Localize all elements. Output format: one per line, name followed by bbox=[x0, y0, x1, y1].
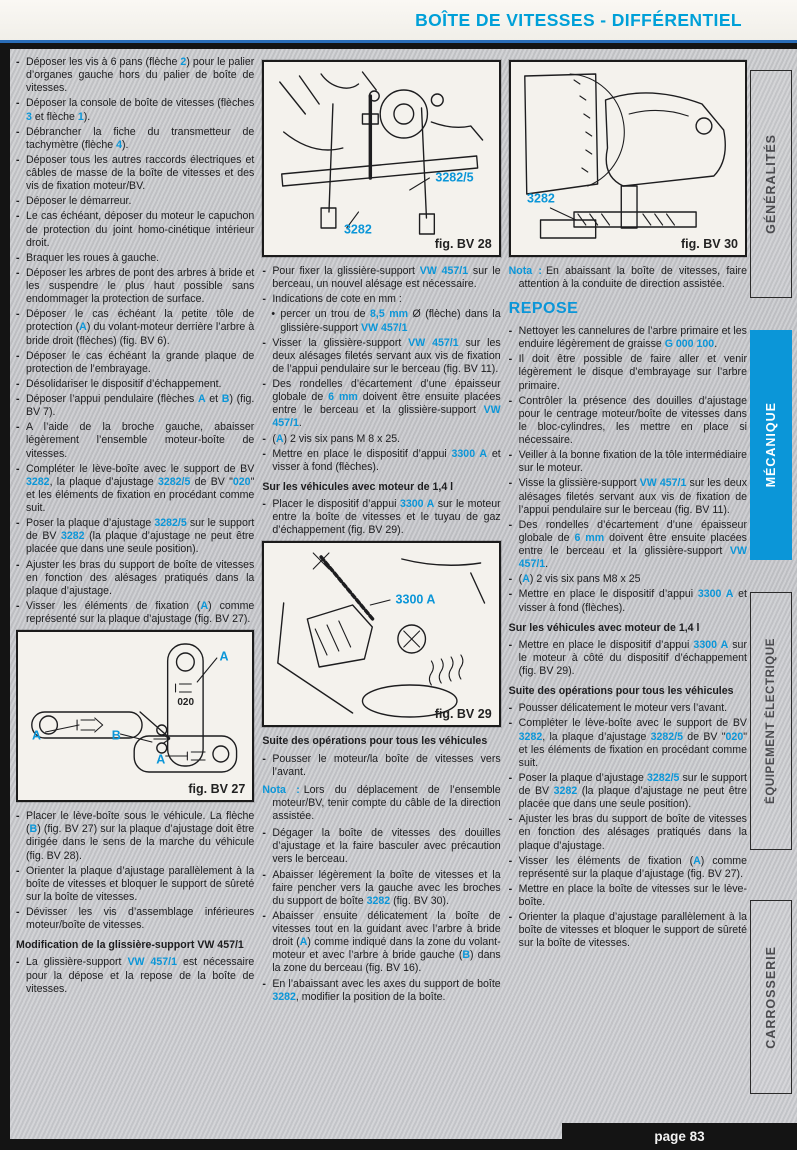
highlighted-reference: 3300 A bbox=[399, 498, 435, 510]
text-column-1 bbox=[16, 56, 254, 1138]
highlighted-reference: VW 457/1 bbox=[272, 404, 501, 430]
highlighted-reference: 6 mm bbox=[328, 391, 358, 404]
tab-mecanique bbox=[750, 330, 792, 560]
figure-bv27 bbox=[16, 630, 254, 802]
section-tab-bar bbox=[747, 49, 797, 1150]
figure-caption: fig. BV 27 bbox=[188, 781, 246, 796]
figure-caption: fig. BV 30 bbox=[681, 236, 738, 251]
highlighted-reference: 020 bbox=[725, 730, 744, 743]
figure-bv29 bbox=[262, 541, 500, 727]
highlighted-reference: 3282 bbox=[61, 530, 85, 543]
highlighted-reference: VW 457/1 bbox=[408, 336, 459, 349]
header-rule bbox=[0, 40, 797, 49]
list-item: - Pousser le moteur/la boîte de vitesses vers l’avant. bbox=[262, 753, 500, 779]
list-item: - En l’abaissant avec les axes du support de boîte 3282, modifier la position de la boîte. bbox=[262, 978, 500, 1004]
figure-label: 020 bbox=[177, 696, 195, 708]
figure-caption: fig. BV 28 bbox=[434, 236, 492, 251]
gearbox-lowering-drawing bbox=[511, 62, 745, 255]
highlighted-reference: A bbox=[299, 936, 308, 949]
list-item: - (A) 2 vis six pans M 8 x 25. bbox=[262, 433, 500, 446]
highlighted-reference: 3282/5 bbox=[154, 517, 187, 530]
nota: Nota : En abaissant la boîte de vitesses, faire attention à la conduite de direction assistée. bbox=[508, 265, 747, 291]
figure-caption: fig. BV 29 bbox=[434, 706, 492, 721]
highlighted-reference: VW 457/1 bbox=[419, 265, 469, 277]
list-item: - Mettre en place le dispositif d’appui 3300 A et visser à fond (flèches). bbox=[509, 588, 747, 614]
highlighted-reference: 3282/5 bbox=[650, 730, 684, 743]
highlighted-reference: 3282 bbox=[366, 894, 391, 907]
tab-label: MÉCANIQUE bbox=[764, 402, 778, 488]
gearbox-support-drawing bbox=[264, 62, 498, 255]
heading: Suite des opérations pour tous les véhicules bbox=[262, 735, 488, 748]
highlighted-reference: G 000 100 bbox=[664, 338, 715, 351]
list-item: - La glissière-support VW 457/1 est nécessaire pour la dépose et la repose de la boîte de vitesses. bbox=[16, 956, 254, 995]
list-item: - Mettre en place le dispositif d’appui 3300 A sur le moteur à côté du dispositif d’échappement (fig. BV 29). bbox=[509, 639, 747, 678]
tab-label: ÉQUIPEMENT ÉLECTRIQUE bbox=[765, 638, 777, 804]
highlighted-reference: A bbox=[79, 321, 87, 334]
highlighted-reference: VW 457/1 bbox=[127, 956, 178, 969]
highlighted-reference: 3 bbox=[26, 110, 32, 123]
list-item: - Désolidariser le dispositif d’échappement. bbox=[16, 378, 254, 391]
list-item: - Ajuster les bras du support de boîte de vitesses en fonction des alésages pratiqués dans la plaque d’ajustage. bbox=[16, 559, 254, 598]
figure-label: 3300 A bbox=[395, 592, 436, 607]
highlighted-reference: B bbox=[221, 393, 230, 405]
list-item: - Des rondelles d’écartement d’une épaisseur globale de 6 mm doivent être ensuite placées entre le berceau et la glissière-support VW 457/1. bbox=[262, 378, 500, 431]
heading: Modification de la glissière-support VW 457/1 bbox=[16, 939, 244, 952]
list-item: - Déposer tous les autres raccords électriques et câbles de masse de la boîte de vitesses et des vis de fixation moteur/BV. bbox=[16, 154, 254, 193]
list-item: - Nettoyer les cannelures de l’arbre primaire et les enduire légèrement de graisse G 000 100. bbox=[509, 325, 747, 351]
tab-label: GÉNÉRALITÉS bbox=[764, 134, 778, 234]
tab-label: CARROSSERIE bbox=[764, 945, 778, 1049]
highlighted-reference: 3300 A bbox=[697, 588, 734, 601]
list-item: - Visser la glissière-support VW 457/1 sur les deux alésages filetés servant aux vis de fixation de l’appui pendulaire sur le berceau (fig. BV 11). bbox=[262, 337, 500, 376]
highlighted-reference: 3282 bbox=[26, 475, 50, 488]
list-item: - Braquer les roues à gauche. bbox=[16, 252, 254, 265]
list-item: - Visser les éléments de fixation (A) comme représenté sur la plaque d’ajustage (fig. BV 27). bbox=[16, 600, 254, 626]
highlighted-reference: 020 bbox=[232, 475, 251, 488]
heading2: REPOSE bbox=[508, 300, 579, 318]
highlighted-reference: VW 457/1 bbox=[639, 477, 687, 490]
highlighted-reference: 1 bbox=[77, 110, 84, 123]
highlighted-reference: 8,5 mm bbox=[370, 308, 409, 321]
figure-label: 3282/5 bbox=[435, 170, 474, 185]
highlighted-reference: A bbox=[197, 393, 206, 405]
list-item: - (A) 2 vis six pans M8 x 25 bbox=[509, 573, 747, 586]
list-item: - Dégager la boîte de vitesses des douilles d’ajustage et la faire basculer avec précaution vers le berceau. bbox=[262, 827, 500, 866]
highlighted-reference: B bbox=[462, 949, 471, 962]
list-item: - Visser les éléments de fixation (A) comme représenté sur la plaque d’ajustage (fig. BV 27). bbox=[509, 855, 747, 881]
nota-label: Nota : bbox=[508, 265, 542, 277]
list-item: - Mettre en place la boîte de vitesses sur le lève-boîte. bbox=[509, 883, 747, 909]
highlighted-reference: A bbox=[522, 573, 530, 586]
list-item: - Déposer les arbres de pont des arbres à bride et les suspendre le plus haut possible sans endommager la protection de surface. bbox=[16, 267, 254, 306]
list-item: - Abaisser ensuite délicatement la boîte de vitesses tout en la guidant avec l’arbre à bride droit (A) comme indiqué dans la zone du volant-moteur et avec l’arbre à bride gauche (B) dans la zone du berceau (fig. BV 16). bbox=[262, 910, 500, 976]
tab-generalites bbox=[750, 70, 792, 298]
list-item: - Placer le lève-boîte sous le véhicule. La flèche (B) (fig. BV 27) sur la plaque d’ajustage doit être dirigée dans le sens de la marche du véhicule (fig. BV 28). bbox=[16, 810, 254, 863]
list-item: - A l’aide de la broche gauche, abaisser légèrement l’ensemble moteur-boîte de vitesses. bbox=[16, 421, 254, 460]
content-columns bbox=[16, 56, 747, 1138]
adjustment-plate-drawing bbox=[18, 632, 252, 800]
nota-label: Nota : bbox=[262, 783, 300, 796]
highlighted-reference: 3282 bbox=[272, 990, 296, 1003]
tab-carrosserie bbox=[750, 900, 792, 1094]
page-title: BOÎTE DE VITESSES - DIFFÉRENTIEL bbox=[415, 9, 742, 30]
list-item: - Pour fixer la glissière-support VW 457/1 sur le berceau, un nouvel alésage est nécessaire. bbox=[262, 265, 500, 291]
highlighted-reference: A bbox=[200, 599, 209, 612]
list-item: - Déposer le cas échéant la petite tôle de protection (A) du volant-moteur derrière l’arbre à bride droit (flèches) (fig. BV 6). bbox=[16, 308, 254, 347]
list-item: - Veiller à la bonne fixation de la tôle intermédiaire sur le moteur. bbox=[509, 449, 747, 475]
heading: Sur les véhicules avec moteur de 1,4 l bbox=[262, 480, 454, 493]
figure-label: 3282 bbox=[343, 222, 372, 237]
highlighted-reference: 3300 A bbox=[693, 638, 729, 651]
list-item: - Ajuster les bras du support de boîte de vitesses en fonction des alésages pratiqués dans la plaque d’ajustage. bbox=[509, 813, 747, 852]
highlighted-reference: 3282 bbox=[518, 730, 543, 743]
text-column-2 bbox=[262, 56, 500, 1138]
support-device-drawing bbox=[264, 543, 498, 725]
highlighted-reference: B bbox=[29, 823, 38, 836]
figure-label: A bbox=[219, 649, 229, 664]
figure-label: A bbox=[156, 752, 166, 767]
highlighted-reference: 4 bbox=[116, 138, 122, 151]
list-item: - Abaisser légèrement la boîte de vitesses et la faire pencher vers la gauche avec les broches du support de boîte 3282 (fig. BV 30). bbox=[262, 869, 500, 908]
figure-label: A bbox=[32, 728, 42, 743]
page-number-badge bbox=[562, 1123, 797, 1150]
list-item: - Placer le dispositif d’appui 3300 A sur le moteur entre la boîte de vitesses et le tuyau de gaz d’échappement (fig. BV 29). bbox=[262, 498, 500, 537]
list-item: - Indications de cote en mm : bbox=[262, 293, 500, 306]
highlighted-reference: A bbox=[275, 432, 284, 445]
highlighted-reference: 3282/5 bbox=[647, 771, 680, 784]
list-item: - Débrancher la fiche du transmetteur de tachymètre (flèche 4). bbox=[16, 126, 254, 152]
highlighted-reference: A bbox=[693, 854, 701, 867]
list-item: - Compléter le lève-boîte avec le support de BV 3282, la plaque d’ajustage 3282/5 de BV "020" et les éléments de fixation en procédant comme suit. bbox=[509, 717, 747, 770]
left-binding-strip bbox=[0, 46, 10, 1150]
page-number: page 83 bbox=[654, 1129, 705, 1144]
highlighted-reference: VW 457/1 bbox=[518, 545, 747, 571]
list-item: • percer un trou de 8,5 mm Ø (flèche) dans la glissière-support VW 457/1 bbox=[262, 308, 500, 334]
list-item: - Il doit être possible de faire aller et venir légèrement le disque d’embrayage sur l’arbre primaire. bbox=[509, 353, 747, 392]
list-item: - Orienter la plaque d’ajustage parallèlement à la boîte de vitesses et bloquer le support de sûreté sur la boîte de vitesses. bbox=[16, 865, 254, 904]
text-column-3 bbox=[509, 56, 747, 1138]
list-item: - Compléter le lève-boîte avec le support de BV 3282, la plaque d’ajustage 3282/5 de BV "020" et les éléments de fixation en procédant comme suit. bbox=[16, 463, 254, 516]
list-item: - Déposer le cas échéant la grande plaque de protection de l’embrayage. bbox=[16, 350, 254, 376]
list-item: - Le cas échéant, déposer du moteur le capuchon de protection du joint homo-cinétique intérieur droit. bbox=[16, 210, 254, 249]
list-item: - Poser la plaque d’ajustage 3282/5 sur le support de BV 3282 (la plaque d’ajustage ne peut être placée que dans une seule position). bbox=[16, 517, 254, 556]
list-item: - Déposer les vis à 6 pans (flèche 2) pour le palier d’organes gauche hors du palier de boîte de vitesses. bbox=[16, 56, 254, 95]
figure-label: 3282 bbox=[527, 191, 555, 206]
tab-equipement-electrique bbox=[750, 592, 792, 850]
list-item: - Dévisser les vis d’assemblage inférieures moteur/boîte de vitesses. bbox=[16, 906, 254, 932]
highlighted-reference: VW 457/1 bbox=[361, 321, 408, 334]
list-item: - Visse la glissière-support VW 457/1 sur les deux alésages filetés servant aux vis de fixation de l’appui pendulaire sur le berceau (fig. BV 11). bbox=[509, 477, 747, 516]
figure-bv30 bbox=[509, 60, 747, 257]
figure-bv28 bbox=[262, 60, 500, 257]
list-item: - Pousser délicatement le moteur vers l’avant. bbox=[509, 702, 747, 715]
page-header bbox=[0, 0, 797, 40]
list-item: - Orienter la plaque d’ajustage parallèlement à la boîte de vitesses et bloquer le support de sûreté sur la boîte de vitesses. bbox=[509, 911, 747, 950]
highlighted-reference: 6 mm bbox=[574, 531, 605, 544]
heading: Sur les véhicules avec moteur de 1,4 l bbox=[508, 621, 700, 634]
list-item: - Contrôler la présence des douilles d’ajustage pour le centrage moteur/boîte de vitesses dans le bloc-cylindres, les mettre en place si nécessaire. bbox=[509, 395, 747, 448]
highlighted-reference: 2 bbox=[180, 56, 187, 68]
list-item: - Des rondelles d’écartement d’une épaisseur globale de 6 mm doivent être ensuite placées entre le berceau et la glissière-support VW 457/1. bbox=[509, 519, 747, 572]
list-item: - Déposer le démarreur. bbox=[16, 195, 254, 208]
list-item: - Poser la plaque d’ajustage 3282/5 sur le support de BV 3282 (la plaque d’ajustage ne peut être placée que dans une seule position). bbox=[509, 772, 747, 811]
figure-label: B bbox=[111, 728, 121, 743]
highlighted-reference: 3300 A bbox=[451, 447, 488, 460]
highlighted-reference: 3282 bbox=[553, 785, 578, 798]
heading: Suite des opérations pour tous les véhicules bbox=[508, 685, 734, 698]
list-item: - Mettre en place le dispositif d’appui 3300 A et visser à fond (flèches). bbox=[262, 448, 500, 474]
highlighted-reference: 3282/5 bbox=[157, 475, 191, 488]
list-item: - Déposer l’appui pendulaire (flèches A et B) (fig. BV 7). bbox=[16, 393, 254, 419]
nota: Nota : Lors du déplacement de l’ensemble moteur/BV, tenir compte du câble de la direction assistée. bbox=[262, 783, 501, 822]
list-item: - Déposer la console de boîte de vitesses (flèches 3 et flèche 1). bbox=[16, 97, 254, 123]
